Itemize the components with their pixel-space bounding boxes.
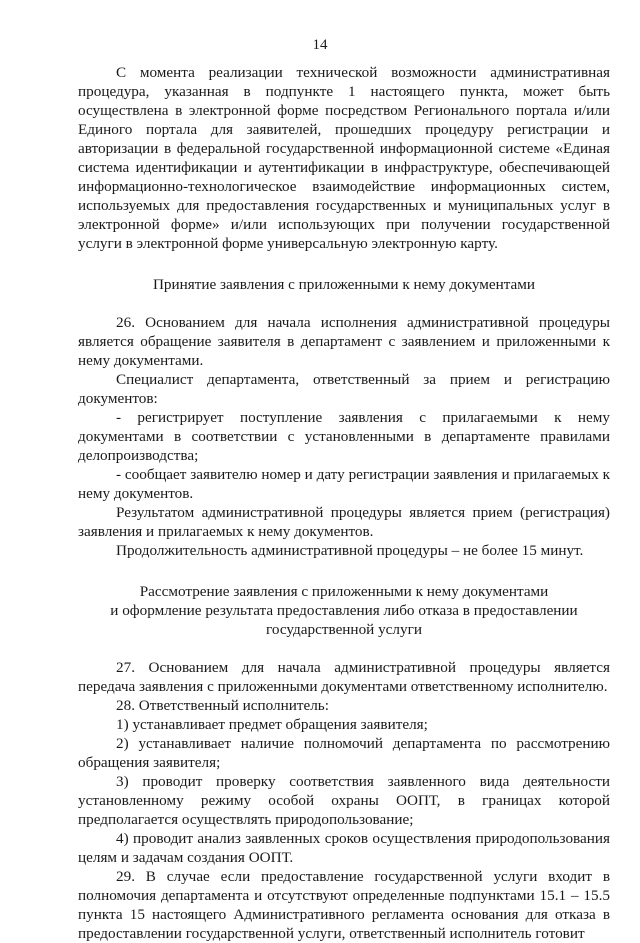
list-item-1: 1) устанавливает предмет обращения заявителя; xyxy=(116,716,428,733)
list-item-4: 4) проводит анализ заявленных сроков осуществления природопользования целям и задачам создания ООПТ. xyxy=(78,830,610,866)
list-item-3: 3) проводит проверку соответствия заявленного вида деятельности установленному режиму особой охраны ООПТ, в границах которой предполагается осуществлять природопользование; xyxy=(78,773,610,828)
list-item-register: - регистрирует поступление заявления с прилагаемыми к нему документами в соответствии с установленными в департаменте правилами делопроизводства; xyxy=(78,409,610,464)
intro-paragraph: С момента реализации технической возможности административная процедура, указанная в подпункте 1 настоящего пункта, может быть осуществлена в электронной форме посредством Регионального портала и/или Единого портала для заявителей, прошедших процедуру регистрации и авторизации в федеральной государственной информационной системе «Единая система идентификации и аутентификации в инфраструктуре, обеспечивающей информационно-технологическое взаимодействие информационных систем, используемых для предоставления государственных и муниципальных услуг в электронной форме» и/или использующих при получении государственной услуги в электронной форме универсальную электронную карту. xyxy=(78,64,610,252)
result-paragraph: Результатом административной процедуры является прием (регистрация) заявления и прилагаемых к нему документов. xyxy=(78,504,610,540)
section-heading-review-line3: государственной услуги xyxy=(266,621,422,638)
list-item-inform: - сообщает заявителю номер и дату регистрации заявления и прилагаемых к нему документов. xyxy=(78,466,610,502)
document-body xyxy=(78,63,610,943)
specialist-paragraph: Специалист департамента, ответственный за прием и регистрацию документов: xyxy=(78,371,610,407)
list-item-2: 2) устанавливает наличие полномочий департамента по рассмотрению обращения заявителя; xyxy=(78,735,610,771)
paragraph-28: 28. Ответственный исполнитель: xyxy=(116,697,329,714)
duration-paragraph: Продолжительность административной процедуры – не более 15 минут. xyxy=(116,542,584,559)
paragraph-26: 26. Основанием для начала исполнения административной процедуры является обращение заявителя в департамент с заявлением и приложенными к нему документами. xyxy=(78,314,610,369)
section-heading-acceptance: Принятие заявления с приложенными к нему документами xyxy=(152,276,536,293)
section-heading-review-line1: Рассмотрение заявления с приложенными к нему документами xyxy=(139,583,549,600)
section-heading-review-line2: и оформление результата предоставления либо отказа в предоставлении xyxy=(110,602,578,619)
paragraph-29: 29. В случае если предоставление государственной услуги входит в полномочия департамента и отсутствуют определенные подпунктами 15.1 – 15.5 пункта 15 настоящего Административного регламента основания для отказа в предоставлении государственной услуги, ответственный исполнитель готовит xyxy=(78,868,610,942)
page-number: 14 xyxy=(312,37,328,53)
paragraph-27: 27. Основанием для начала административной процедуры является передача заявления с приложенными документами ответственному исполнителю. xyxy=(78,659,610,695)
